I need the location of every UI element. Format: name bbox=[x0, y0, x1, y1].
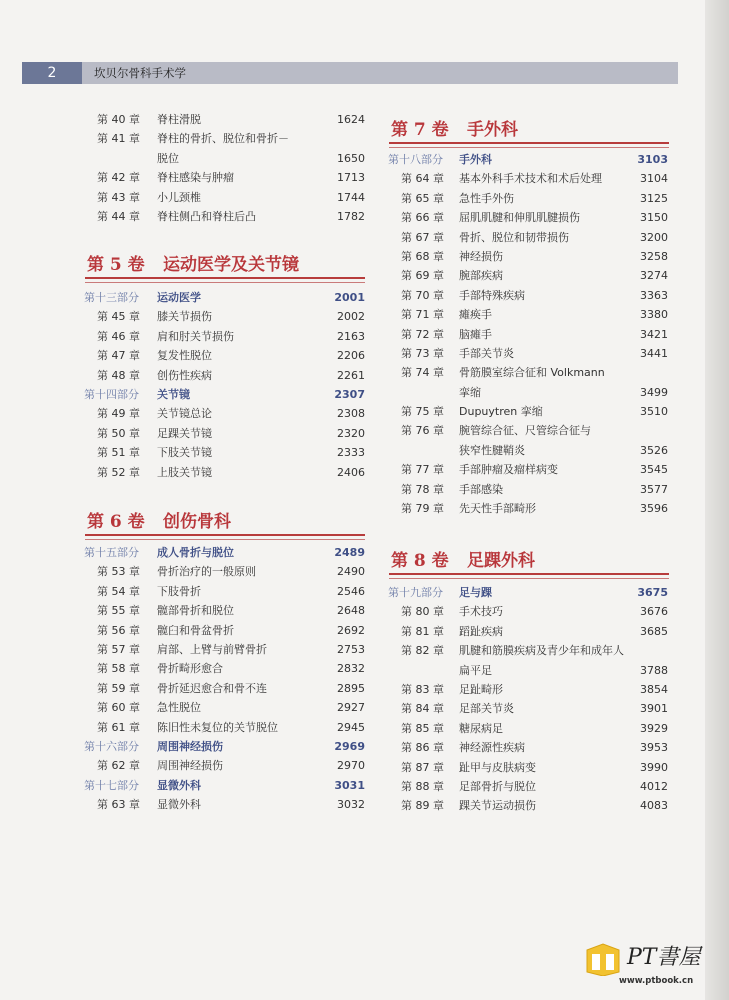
chapter-label: 第 83 章 bbox=[401, 682, 444, 696]
chapter-title: 脊柱感染与肿瘤 bbox=[157, 171, 234, 185]
chapter-label: 第 78 章 bbox=[401, 482, 444, 496]
toc-part-row bbox=[84, 737, 365, 756]
chapter-title: 手部肿瘤及瘤样病变 bbox=[459, 463, 558, 477]
page-number: 2333 bbox=[337, 446, 365, 460]
toc-chapter-row bbox=[401, 602, 668, 621]
toc-chapter-row bbox=[97, 795, 365, 814]
volume-8-heading bbox=[389, 543, 669, 575]
chapter-title: 趾甲与皮肤病变 bbox=[459, 760, 536, 774]
part-label: 第十八部分 bbox=[388, 153, 443, 166]
page-number: 3104 bbox=[640, 172, 668, 186]
toc-chapter-row bbox=[97, 346, 365, 365]
chapter-label: 第 62 章 bbox=[97, 759, 140, 773]
toc-chapter-row bbox=[401, 738, 668, 757]
chapter-title: 复发性脱位 bbox=[157, 349, 212, 363]
part-label: 第十七部分 bbox=[84, 778, 139, 792]
chapter-label: 第 45 章 bbox=[97, 310, 140, 324]
toc-chapter-row bbox=[401, 680, 668, 699]
toc-chapter-row bbox=[401, 344, 668, 363]
volume-name: 足踝外科 bbox=[467, 551, 535, 571]
page-number: 2546 bbox=[337, 584, 365, 598]
chapter-title: 急性脱位 bbox=[157, 701, 201, 715]
page-number: 1624 bbox=[337, 113, 365, 126]
chapter-title: 骨筋膜室综合征和 Volkmann bbox=[459, 366, 605, 380]
page-number: 3363 bbox=[640, 288, 668, 302]
part-title: 成人骨折与脱位 bbox=[157, 546, 234, 559]
chapter-label: 第 75 章 bbox=[401, 405, 444, 419]
toc-chapter-row bbox=[401, 699, 668, 718]
chapter-title: 腕部疾病 bbox=[459, 269, 503, 283]
toc-chapter-row bbox=[97, 621, 365, 640]
chapter-title: 肩部、上臂与前臂骨折 bbox=[157, 642, 267, 656]
chapter-label: 第 43 章 bbox=[97, 190, 140, 204]
chapter-title: 先天性手部畸形 bbox=[459, 502, 536, 516]
part-label: 第十九部分 bbox=[388, 586, 443, 599]
chapter-title: 踝关节运动损伤 bbox=[459, 799, 536, 813]
page-number: 3990 bbox=[640, 760, 668, 774]
chapter-label: 第 87 章 bbox=[401, 760, 444, 774]
chapter-title: 下肢关节镜 bbox=[157, 446, 212, 460]
part-title: 显微外科 bbox=[157, 778, 201, 792]
volume-7-heading bbox=[389, 112, 669, 144]
page-number: 2832 bbox=[337, 662, 365, 676]
chapter-label: 第 48 章 bbox=[97, 368, 140, 382]
toc-chapter-row bbox=[97, 149, 365, 168]
chapter-label: 第 84 章 bbox=[401, 702, 444, 716]
chapter-title: 骨折、脱位和韧带损伤 bbox=[459, 230, 569, 244]
page-number: 3901 bbox=[640, 702, 668, 716]
chapter-label: 第 52 章 bbox=[97, 465, 140, 479]
chapter-label: 第 74 章 bbox=[401, 366, 444, 380]
toc-chapter-row bbox=[97, 601, 365, 620]
page-number: 3675 bbox=[637, 586, 668, 599]
chapter-title: 急性手外伤 bbox=[459, 191, 514, 205]
volume-6-heading bbox=[85, 504, 365, 536]
toc-part-row bbox=[84, 543, 365, 562]
toc-column-1 bbox=[97, 110, 365, 226]
page-number: 2945 bbox=[337, 720, 365, 734]
page-number: 3929 bbox=[640, 721, 668, 735]
toc-chapter-row bbox=[401, 796, 668, 815]
toc-chapter-row bbox=[97, 562, 365, 581]
chapter-title: 骨折治疗的一般原则 bbox=[157, 565, 256, 579]
chapter-title: 足踝关节镜 bbox=[157, 426, 212, 440]
chapter-title: 扁平足 bbox=[459, 663, 492, 677]
toc-part-row bbox=[388, 150, 668, 169]
chapter-label: 第 67 章 bbox=[401, 230, 444, 244]
part-label: 第十三部分 bbox=[84, 291, 139, 304]
chapter-title: 陈旧性未复位的关节脱位 bbox=[157, 720, 278, 734]
page-number: 3685 bbox=[640, 624, 668, 638]
part-label: 第十六部分 bbox=[84, 739, 139, 753]
toc-column-vol8 bbox=[388, 583, 668, 816]
page-number: 3274 bbox=[640, 269, 668, 283]
page-number: 3150 bbox=[640, 211, 668, 225]
toc-chapter-row bbox=[401, 247, 668, 266]
chapter-label: 第 57 章 bbox=[97, 642, 140, 656]
page-number: 3421 bbox=[640, 327, 668, 341]
chapter-label: 第 63 章 bbox=[97, 798, 140, 812]
page-number: 3510 bbox=[640, 405, 668, 419]
toc-chapter-row bbox=[401, 363, 668, 382]
page-number: 3953 bbox=[640, 741, 668, 755]
chapter-label: 第 86 章 bbox=[401, 741, 444, 755]
toc-chapter-row bbox=[97, 463, 365, 482]
part-title: 手外科 bbox=[459, 153, 492, 166]
chapter-label: 第 69 章 bbox=[401, 269, 444, 283]
chapter-title: 基本外科手术技术和术后处理 bbox=[459, 172, 602, 186]
page-number: 3380 bbox=[640, 308, 668, 322]
toc-chapter-row bbox=[401, 325, 668, 344]
toc-chapter-row bbox=[97, 188, 365, 207]
toc-column-vol7 bbox=[388, 150, 668, 518]
chapter-label: 第 42 章 bbox=[97, 171, 140, 185]
chapter-title: 创伤性疾病 bbox=[157, 368, 212, 382]
toc-chapter-row bbox=[401, 499, 668, 518]
page-number: 2163 bbox=[337, 329, 365, 343]
book-title: 坎贝尔骨科手术学 bbox=[94, 66, 186, 80]
chapter-label: 第 73 章 bbox=[401, 346, 444, 360]
book-icon bbox=[583, 942, 623, 976]
chapter-label: 第 77 章 bbox=[401, 463, 444, 477]
toc-chapter-row bbox=[401, 719, 668, 738]
page-number: 3032 bbox=[337, 798, 365, 812]
page-number: 3854 bbox=[640, 682, 668, 696]
page-number: 3526 bbox=[640, 443, 668, 457]
toc-chapter-row bbox=[401, 402, 668, 421]
page-number: 1744 bbox=[337, 190, 365, 204]
page-number: 1650 bbox=[337, 151, 365, 165]
toc-part-row bbox=[84, 776, 365, 795]
toc-chapter-row bbox=[97, 718, 365, 737]
toc-chapter-row bbox=[97, 207, 365, 226]
chapter-label: 第 40 章 bbox=[97, 113, 140, 126]
toc-chapter-row bbox=[97, 168, 365, 187]
chapter-title: 足部关节炎 bbox=[459, 702, 514, 716]
watermark-url: www.ptbook.cn bbox=[619, 976, 694, 986]
chapter-label: 第 85 章 bbox=[401, 721, 444, 735]
toc-part-row bbox=[388, 583, 668, 602]
chapter-title: 屈肌肌腱和伸肌肌腱损伤 bbox=[459, 211, 580, 225]
page-number: 3031 bbox=[334, 778, 365, 792]
toc-chapter-row bbox=[97, 640, 365, 659]
chapter-label: 第 65 章 bbox=[401, 191, 444, 205]
part-title: 运动医学 bbox=[157, 291, 201, 304]
volume-number: 第 6 卷 bbox=[87, 512, 145, 532]
chapter-label: 第 70 章 bbox=[401, 288, 444, 302]
toc-chapter-row bbox=[97, 679, 365, 698]
toc-chapter-row bbox=[97, 366, 365, 385]
toc-chapter-row bbox=[401, 460, 668, 479]
toc-chapter-row bbox=[401, 641, 668, 660]
page-number: 2002 bbox=[337, 310, 365, 324]
part-title: 足与踝 bbox=[459, 586, 492, 599]
page-number: 2692 bbox=[337, 623, 365, 637]
volume-5-heading bbox=[85, 247, 365, 279]
page-number: 2001 bbox=[334, 291, 365, 304]
page-number: 3676 bbox=[640, 605, 668, 619]
toc-column-vol6 bbox=[84, 543, 365, 814]
chapter-label: 第 60 章 bbox=[97, 701, 140, 715]
chapter-title: 骨折畸形愈合 bbox=[157, 662, 223, 676]
chapter-label: 第 47 章 bbox=[97, 349, 140, 363]
toc-chapter-row bbox=[97, 404, 365, 423]
chapter-title: 手部关节炎 bbox=[459, 346, 514, 360]
page-number: 2490 bbox=[337, 565, 365, 579]
chapter-title: 脑瘫手 bbox=[459, 327, 492, 341]
chapter-title: 骨折延迟愈合和骨不连 bbox=[157, 681, 267, 695]
chapter-title: 手部感染 bbox=[459, 482, 503, 496]
page-number: 3258 bbox=[640, 249, 668, 263]
chapter-label: 第 66 章 bbox=[401, 211, 444, 225]
toc-column-vol5 bbox=[84, 288, 365, 482]
watermark-brand: PT書屋 bbox=[627, 945, 701, 970]
volume-name: 运动医学及关节镜 bbox=[163, 255, 299, 275]
chapter-title: 脊柱的骨折、脱位和骨折－ bbox=[157, 132, 289, 146]
chapter-title: 显微外科 bbox=[157, 798, 201, 812]
chapter-title: Dupuytren 挛缩 bbox=[459, 405, 543, 419]
page-number: 2753 bbox=[337, 642, 365, 656]
page-number: 2206 bbox=[337, 349, 365, 363]
page-number: 3596 bbox=[640, 502, 668, 516]
toc-chapter-row bbox=[401, 758, 668, 777]
volume-name: 手外科 bbox=[467, 120, 518, 140]
toc-chapter-row bbox=[401, 266, 668, 285]
chapter-title: 狭窄性腱鞘炎 bbox=[459, 443, 525, 457]
chapter-label: 第 51 章 bbox=[97, 446, 140, 460]
chapter-label: 第 58 章 bbox=[97, 662, 140, 676]
chapter-title: 瘫痪手 bbox=[459, 308, 492, 322]
chapter-title: 腕管综合征、尺管综合征与 bbox=[459, 424, 591, 438]
chapter-label: 第 61 章 bbox=[97, 720, 140, 734]
part-label: 第十五部分 bbox=[84, 546, 139, 559]
volume-name: 创伤骨科 bbox=[163, 512, 231, 532]
toc-chapter-row bbox=[401, 661, 668, 680]
volume-number: 第 5 卷 bbox=[87, 255, 145, 275]
page-number: 3545 bbox=[640, 463, 668, 477]
toc-chapter-row bbox=[401, 777, 668, 796]
page-number: 3103 bbox=[637, 153, 668, 166]
chapter-title: 糖尿病足 bbox=[459, 721, 503, 735]
page-number: 1713 bbox=[337, 171, 365, 185]
toc-part-row bbox=[84, 288, 365, 307]
chapter-label: 第 50 章 bbox=[97, 426, 140, 440]
page-edge bbox=[705, 0, 729, 1000]
chapter-label: 第 59 章 bbox=[97, 681, 140, 695]
page-number: 2489 bbox=[334, 546, 365, 559]
page-number: 3499 bbox=[640, 385, 668, 399]
toc-chapter-row bbox=[401, 421, 668, 440]
chapter-title: 足趾畸形 bbox=[459, 682, 503, 696]
toc-chapter-row bbox=[97, 582, 365, 601]
page-number: 2895 bbox=[337, 681, 365, 695]
page-number: 2308 bbox=[337, 407, 365, 421]
watermark-logo bbox=[575, 938, 705, 994]
page-number: 2969 bbox=[334, 739, 365, 753]
chapter-title: 手部特殊疾病 bbox=[459, 288, 525, 302]
page-number: 2648 bbox=[337, 604, 365, 618]
page-number: 4083 bbox=[640, 799, 668, 813]
toc-chapter-row bbox=[97, 424, 365, 443]
toc-chapter-row bbox=[401, 228, 668, 247]
chapter-title: 蹈趾疾病 bbox=[459, 624, 503, 638]
chapter-label: 第 46 章 bbox=[97, 329, 140, 343]
toc-chapter-row bbox=[401, 189, 668, 208]
toc-chapter-row bbox=[97, 307, 365, 326]
chapter-label: 第 41 章 bbox=[97, 132, 140, 146]
chapter-title: 周围神经损伤 bbox=[157, 759, 223, 773]
chapter-title: 肩和肘关节损伤 bbox=[157, 329, 234, 343]
part-title: 关节镜 bbox=[157, 387, 190, 401]
toc-chapter-row bbox=[401, 169, 668, 188]
page-number: 2970 bbox=[337, 759, 365, 773]
chapter-label: 第 88 章 bbox=[401, 779, 444, 793]
toc-chapter-row bbox=[97, 698, 365, 717]
chapter-label: 第 72 章 bbox=[401, 327, 444, 341]
page-number: 2320 bbox=[337, 426, 365, 440]
part-title: 周围神经损伤 bbox=[157, 739, 223, 753]
page-number: 2 bbox=[22, 62, 82, 84]
toc-part-row bbox=[84, 385, 365, 404]
chapter-label: 第 44 章 bbox=[97, 209, 140, 223]
chapter-label: 第 54 章 bbox=[97, 584, 140, 598]
chapter-title: 脊柱侧凸和脊柱后凸 bbox=[157, 209, 256, 223]
toc-chapter-row bbox=[97, 110, 365, 129]
toc-chapter-row bbox=[401, 622, 668, 641]
chapter-title: 髋部骨折和脱位 bbox=[157, 604, 234, 618]
page-number: 4012 bbox=[640, 779, 668, 793]
chapter-label: 第 81 章 bbox=[401, 624, 444, 638]
chapter-label: 第 49 章 bbox=[97, 407, 140, 421]
page-number: 2927 bbox=[337, 701, 365, 715]
chapter-label: 第 64 章 bbox=[401, 172, 444, 186]
toc-chapter-row bbox=[401, 480, 668, 499]
chapter-label: 第 56 章 bbox=[97, 623, 140, 637]
page-number: 2307 bbox=[334, 387, 365, 401]
chapter-label: 第 79 章 bbox=[401, 502, 444, 516]
toc-chapter-row bbox=[401, 441, 668, 460]
page-number: 3441 bbox=[640, 346, 668, 360]
volume-number: 第 8 卷 bbox=[391, 551, 449, 571]
toc-chapter-row bbox=[401, 383, 668, 402]
page-number: 2261 bbox=[337, 368, 365, 382]
volume-number: 第 7 卷 bbox=[391, 120, 449, 140]
chapter-title: 手术技巧 bbox=[459, 605, 503, 619]
toc-chapter-row bbox=[401, 305, 668, 324]
page-number: 2406 bbox=[337, 465, 365, 479]
chapter-title: 髋臼和骨盆骨折 bbox=[157, 623, 234, 637]
page-number: 3200 bbox=[640, 230, 668, 244]
page-number: 3788 bbox=[640, 663, 668, 677]
toc-chapter-row bbox=[97, 327, 365, 346]
chapter-label: 第 55 章 bbox=[97, 604, 140, 618]
chapter-title: 神经源性疾病 bbox=[459, 741, 525, 755]
toc-chapter-row bbox=[97, 756, 365, 775]
chapter-title: 肌腱和筋膜疾病及青少年和成年人 bbox=[459, 644, 624, 658]
chapter-title: 挛缩 bbox=[459, 385, 481, 399]
chapter-label: 第 80 章 bbox=[401, 605, 444, 619]
chapter-title: 小儿颈椎 bbox=[157, 190, 201, 204]
chapter-title: 脊柱滑脱 bbox=[157, 113, 201, 126]
chapter-title: 神经损伤 bbox=[459, 249, 503, 263]
chapter-title: 上肢关节镜 bbox=[157, 465, 212, 479]
toc-chapter-row bbox=[401, 286, 668, 305]
toc-chapter-row bbox=[97, 659, 365, 678]
toc-chapter-row bbox=[97, 443, 365, 462]
chapter-title: 关节镜总论 bbox=[157, 407, 212, 421]
page-number: 3577 bbox=[640, 482, 668, 496]
chapter-label: 第 53 章 bbox=[97, 565, 140, 579]
toc-chapter-row bbox=[401, 208, 668, 227]
chapter-title: 下肢骨折 bbox=[157, 584, 201, 598]
chapter-label: 第 89 章 bbox=[401, 799, 444, 813]
page-number: 1782 bbox=[337, 209, 365, 223]
chapter-title: 足部骨折与脱位 bbox=[459, 779, 536, 793]
chapter-label: 第 82 章 bbox=[401, 644, 444, 658]
toc-chapter-row bbox=[97, 129, 365, 148]
chapter-title: 膝关节损伤 bbox=[157, 310, 212, 324]
page-number: 3125 bbox=[640, 191, 668, 205]
chapter-label: 第 76 章 bbox=[401, 424, 444, 438]
chapter-title: 脱位 bbox=[157, 151, 179, 165]
chapter-label: 第 68 章 bbox=[401, 249, 444, 263]
part-label: 第十四部分 bbox=[84, 387, 139, 401]
chapter-label: 第 71 章 bbox=[401, 308, 444, 322]
